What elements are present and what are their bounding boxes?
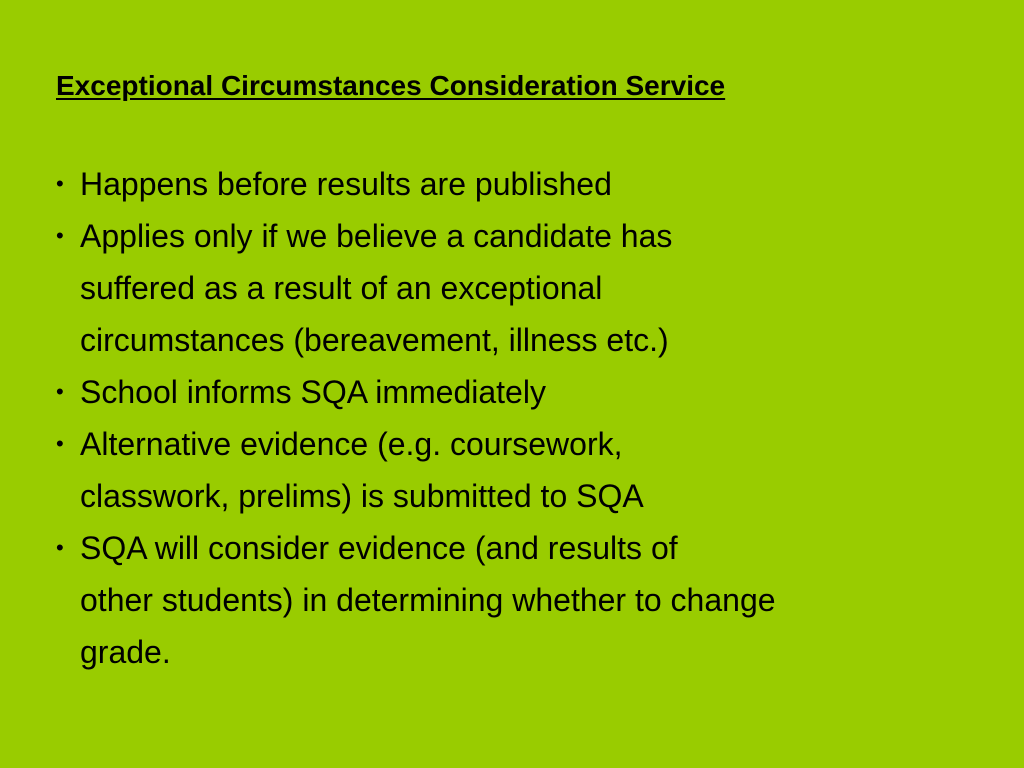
bullet-text-line: Applies only if we believe a candidate has: [80, 218, 673, 254]
bullet-text-line: circumstances (bereavement, illness etc.): [80, 322, 669, 358]
bullet-mark: •: [56, 431, 64, 456]
bullet-text-line: classwork, prelims) is submitted to SQA: [80, 478, 644, 514]
bullet-item: [56, 158, 996, 210]
bullet-item: [56, 522, 996, 678]
bullet-text-line: grade.: [80, 634, 171, 670]
bullet-text-line: other students) in determining whether to change: [80, 582, 776, 618]
bullet-item: [56, 366, 996, 418]
bullet-text-line: School informs SQA immediately: [80, 374, 546, 410]
bullet-list: [56, 158, 996, 678]
bullet-mark: •: [56, 535, 64, 560]
bullet-text-line: SQA will consider evidence (and results of: [80, 530, 678, 566]
bullet-mark: •: [56, 171, 64, 196]
bullet-text-line: Alternative evidence (e.g. coursework,: [80, 426, 623, 462]
bullet-text-line: suffered as a result of an exceptional: [80, 270, 603, 306]
bullet-mark: •: [56, 379, 64, 404]
bullet-text-line: Happens before results are published: [80, 166, 612, 202]
slide-title: Exceptional Circumstances Consideration Service: [56, 70, 726, 101]
bullet-mark: •: [56, 223, 64, 248]
bullet-item: [56, 418, 996, 522]
bullet-item: [56, 210, 996, 366]
